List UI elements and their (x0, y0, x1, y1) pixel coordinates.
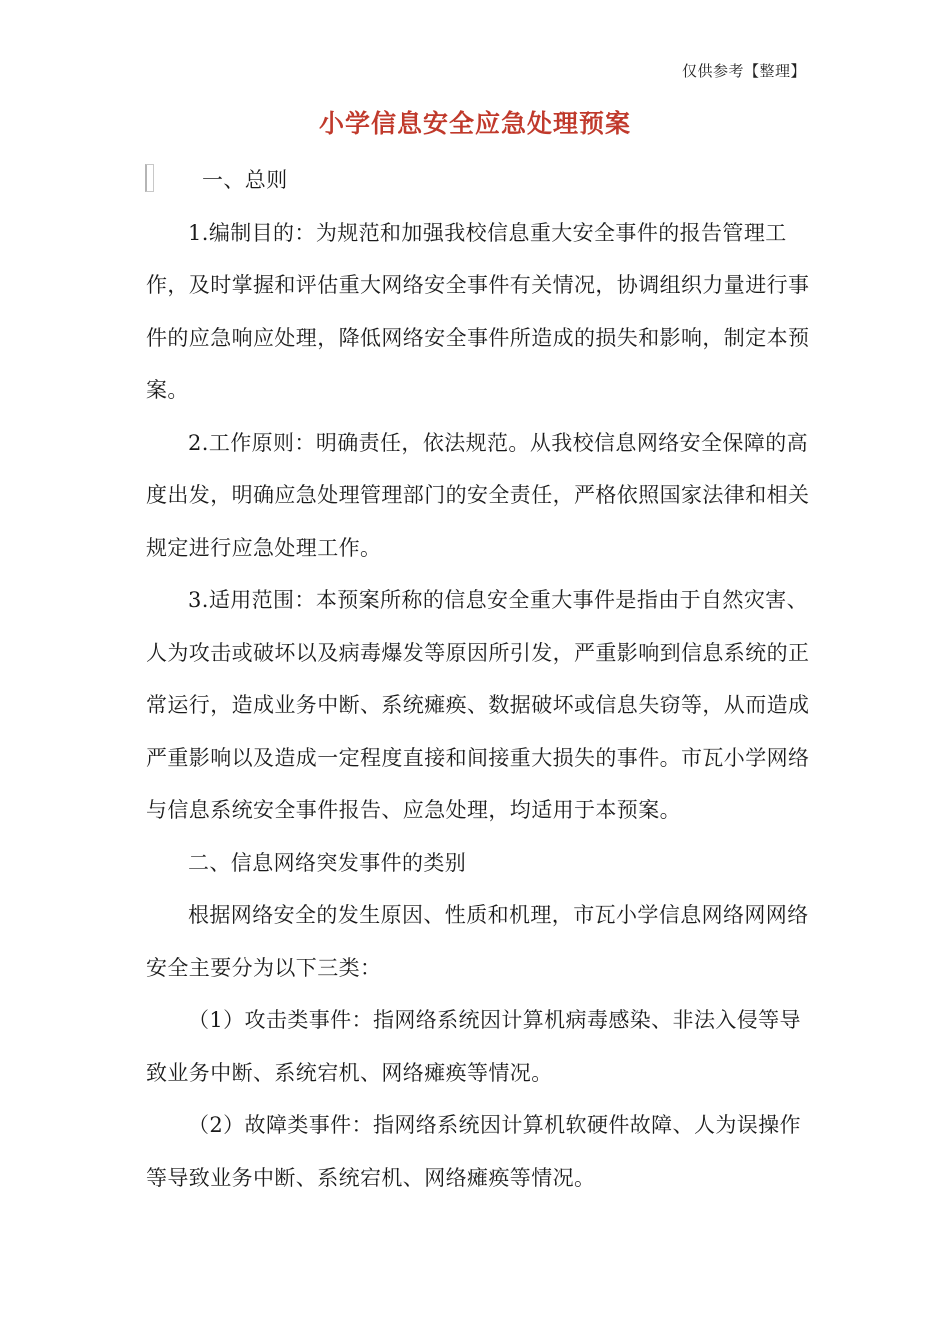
paragraph-principles: 2.工作原则：明确责任，依法规范。从我校信息网络安全保障的高度出发，明确应急处理管理部门的安全责任，严格依照国家法律和相关规定进行应急处理工作。 (146, 430, 810, 560)
paragraph-purpose: 1.编制目的：为规范和加强我校信息重大安全事件的报告管理工作，及时掌握和评估重大网络安全事件有关情况，协调组织力量进行事件的应急响应处理，降低网络安全事件所造成的损失和影响，制定本预案。 (146, 220, 810, 402)
section-heading-general: 一、总则 (202, 168, 288, 192)
header-note: 仅供参考【整理】 (681, 62, 806, 80)
paragraph-fault-events: （2）故障类事件：指网络系统因计算机软硬件故障、人为误操作等导致业务中断、系统宕机、网络瘫痪等情况。 (146, 1113, 801, 1190)
paragraph-classification: 根据网络安全的发生原因、性质和机理，市瓦小学信息网络网网络安全主要分为以下三类： (146, 903, 809, 980)
paragraph-scope: 3.适用范围：本预案所称的信息安全重大事件是指由于自然灾害、人为攻击或破坏以及病毒爆发等原因所引发，严重影响到信息系统的正常运行，造成业务中断、系统瘫痪、数据破坏或信息失窃等，从而造成严重影响以及造成一定程度直接和间接重大损失的事件。市瓦小学网络与信息系统安全事件报告、应急处理，均适用于本预案。 (146, 588, 810, 822)
document-body (146, 154, 816, 1204)
section-heading-event-types: 二、信息网络突发事件的类别 (188, 850, 467, 875)
document-title: 小学信息安全应急处理预案 (318, 109, 631, 138)
paragraph-attack-events: （1）攻击类事件：指网络系统因计算机病毒感染、非法入侵等导致业务中断、系统宕机、网络瘫痪等情况。 (146, 1008, 801, 1085)
